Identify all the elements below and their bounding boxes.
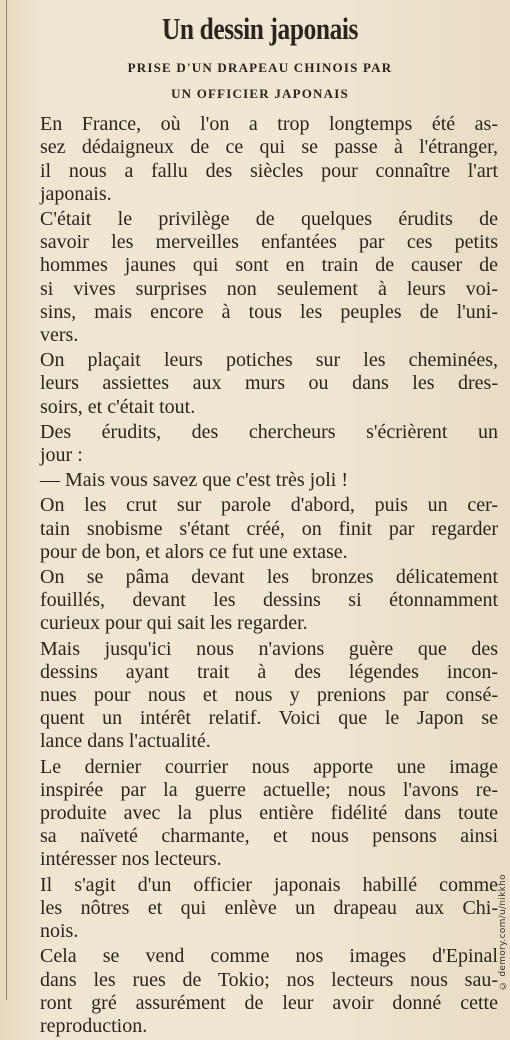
- text-line: nois.: [40, 920, 79, 943]
- paragraph: [22, 349, 498, 419]
- text-line: japonais.: [40, 182, 112, 205]
- text-line: soirs, et c'était tout.: [40, 395, 196, 418]
- text-line: Il s'agit d'un officier japonais habillé comme: [40, 873, 498, 896]
- watermark: © demory.com/u/nikkho: [498, 873, 508, 990]
- article: [22, 10, 498, 1040]
- text-line: leurs assiettes aux murs ou dans les dres-: [40, 372, 498, 395]
- subtitle-line-2: UN OFFICIER JAPONAIS: [171, 86, 349, 102]
- subtitle-line-1: PRISE D'UN DRAPEAU CHINOIS PAR: [127, 60, 393, 76]
- paragraph: [22, 945, 498, 1038]
- text-line: dessins ayant trait à des légendes incon-: [40, 660, 498, 683]
- paragraph: [22, 756, 498, 872]
- text-line: pour de bon, et alors ce fut une extase.: [40, 540, 348, 563]
- text-line: sins, mais encore à tous les peuples de l'uni-: [40, 300, 498, 323]
- text-line: C'était le privilège de quelques érudits de: [40, 208, 498, 230]
- text-line: si vives surprises non seulement à leurs voi-: [40, 277, 498, 300]
- paragraph: [22, 113, 498, 206]
- text-line: curieux pour qui sait les regarder.: [40, 612, 308, 635]
- text-line: dans les rues de Tokio; nos lecteurs nous sau-: [40, 968, 498, 991]
- paragraph: [22, 208, 498, 347]
- paragraph: [22, 566, 498, 636]
- text-line: hommes jaunes qui sont en train de causer de: [40, 254, 498, 277]
- text-line: il nous a fallu des siècles pour connaître l'art: [40, 159, 498, 182]
- text-line: intéresser nos lecteurs.: [40, 848, 222, 871]
- text-line: savoir les merveilles enfantées par ces petits: [40, 231, 498, 254]
- article-title: Un dessin japonais: [161, 11, 359, 46]
- text-line: Mais jusqu'ici nous n'avions guère que des: [40, 637, 498, 660]
- text-line: sa naïveté charmante, et nous pensons ainsi: [40, 825, 498, 848]
- text-line: On plaçait leurs potiches sur les cheminées,: [40, 349, 498, 372]
- paragraph: [22, 494, 498, 564]
- article-body: [22, 113, 498, 1038]
- text-line: ront gré assurément de leur avoir donné cette: [40, 991, 498, 1014]
- text-line: En France, où l'on a trop longtemps été as-: [40, 113, 498, 136]
- text-line: jour :: [40, 444, 83, 467]
- text-line: tain snobisme s'étant créé, on finit par regarder: [40, 517, 498, 540]
- text-line: reproduction.: [40, 1014, 148, 1037]
- text-line: Le dernier courrier nous apporte une image: [40, 755, 498, 778]
- text-line: inspirée par la guerre actuelle; nous l'avons re-: [40, 778, 498, 801]
- paragraph: [22, 638, 498, 754]
- column-rule: [6, 0, 7, 1000]
- text-line: vers.: [40, 324, 79, 347]
- text-line: On les crut sur parole d'abord, puis un cer-: [40, 494, 498, 517]
- text-line: — Mais vous savez que c'est très joli !: [40, 469, 348, 492]
- text-line: On se pâma devant les bronzes délicatement: [40, 566, 498, 589]
- article-subtitle: [22, 55, 498, 107]
- text-line: les nôtres et qui enlève un drapeau aux Chi-: [40, 896, 498, 919]
- text-line: fouillés, devant les dessins si étonnamment: [40, 589, 498, 612]
- text-line: produite avec la plus entière fidélité dans toute: [40, 802, 498, 825]
- paragraph: [22, 874, 498, 944]
- text-line: Des érudits, des chercheurs s'écrièrent un: [40, 420, 498, 443]
- text-line: nues pour nous et nous y prenions par consé-: [40, 684, 498, 707]
- text-line: lance dans l'actualité.: [40, 730, 211, 753]
- text-line: quent un intérêt relatif. Voici que le Japon se: [40, 707, 498, 730]
- paragraph: [22, 469, 498, 492]
- text-line: sez dédaigneux de ce qui se passe à l'étranger,: [40, 136, 498, 159]
- paragraph: [22, 421, 498, 467]
- text-line: Cela se vend comme nos images d'Epinal: [40, 945, 498, 968]
